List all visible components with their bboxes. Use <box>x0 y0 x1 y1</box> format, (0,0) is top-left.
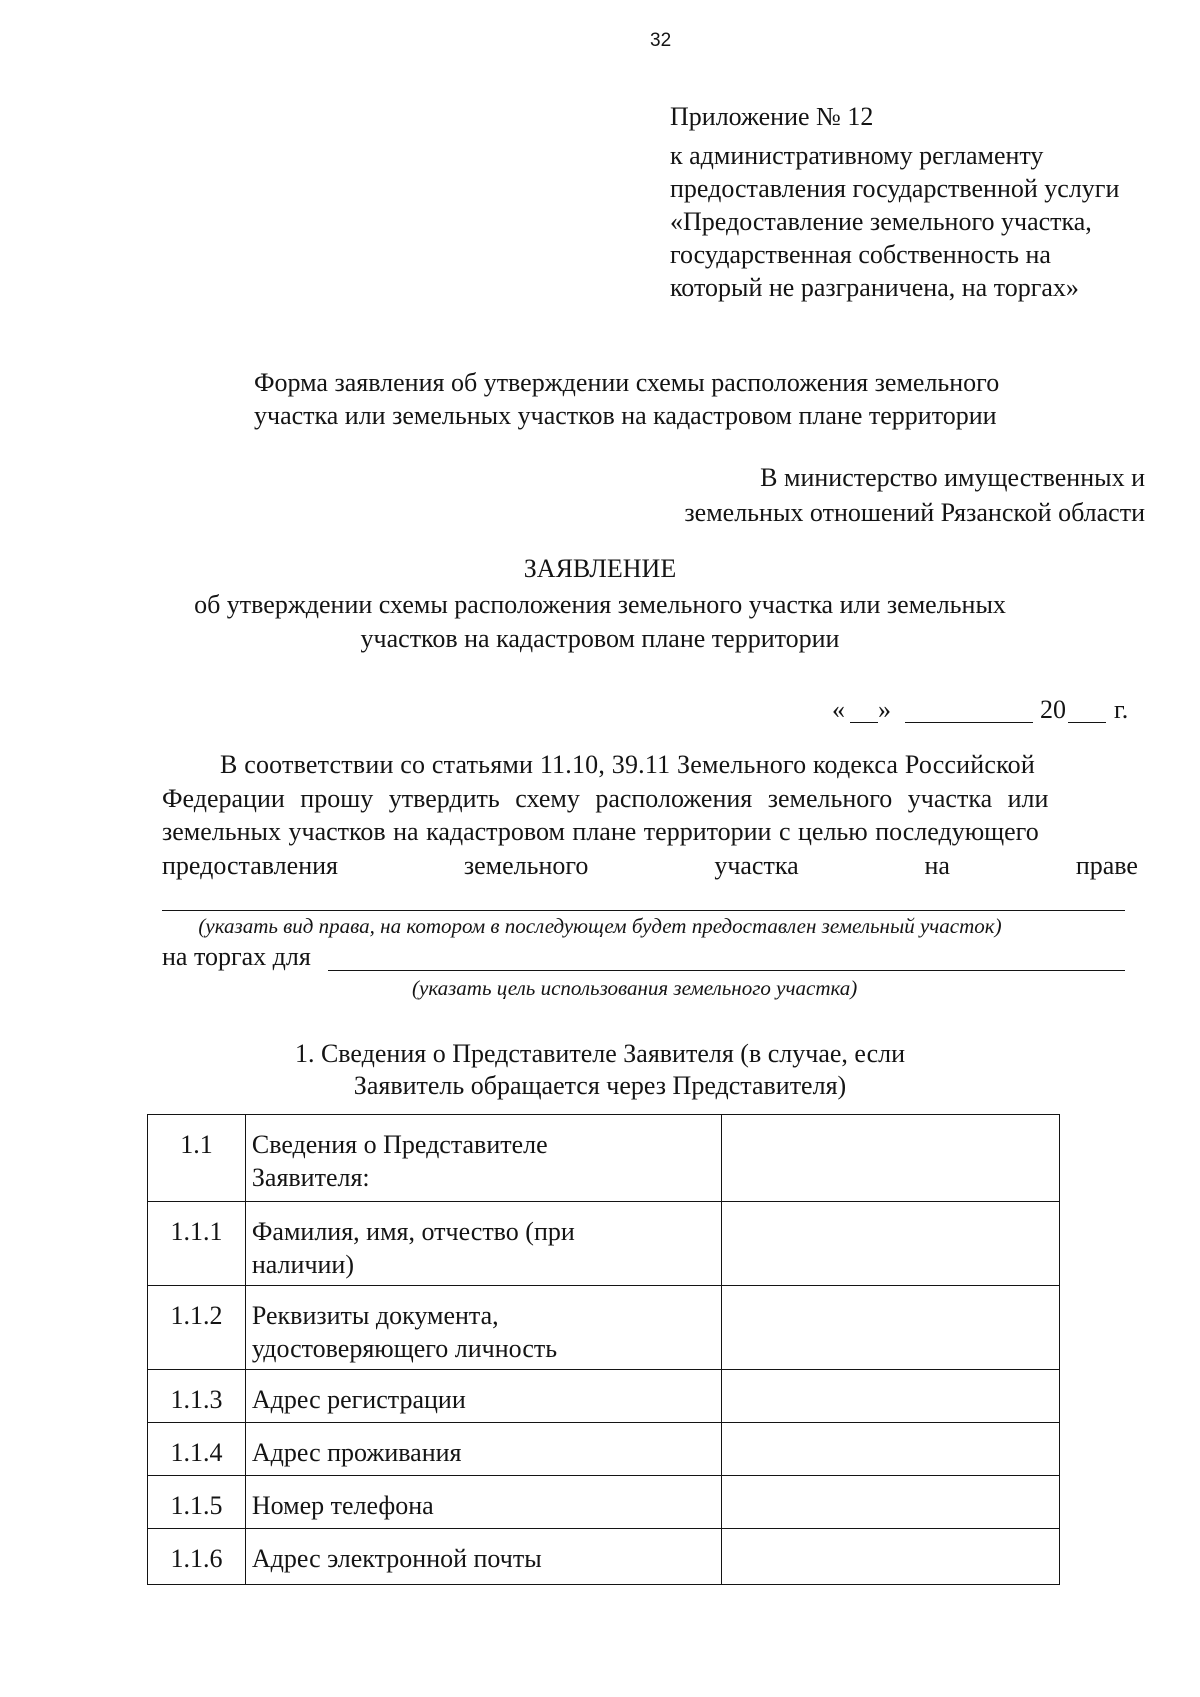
row-label-line: Номер телефона <box>251 1491 434 1520</box>
row-label <box>245 1423 721 1476</box>
addressee-line: В министерство имущественных и <box>760 463 1145 492</box>
row-label <box>245 1202 721 1286</box>
body-line <box>162 786 1138 812</box>
appendix-line: к административному регламенту <box>670 141 1044 170</box>
row-label-line: Фамилия, имя, отчество (при <box>251 1217 575 1246</box>
date-close-quote: » <box>878 695 891 724</box>
row-label-line: Реквизиты документа, <box>251 1301 499 1330</box>
row-value-field[interactable] <box>722 1115 1060 1202</box>
appendix-line: который не разграничена, на торгах» <box>670 273 1079 302</box>
body-line-justified <box>162 853 1138 879</box>
body-line-text: земельных участков на кадастровом плане территории с целью последующего <box>162 817 1039 846</box>
row-number: 1.1.4 <box>148 1423 246 1476</box>
row-value-field[interactable] <box>722 1202 1060 1286</box>
row-value-field[interactable] <box>722 1423 1060 1476</box>
row-number: 1.1.5 <box>148 1476 246 1529</box>
statement-subtitle-line: участков на кадастровом плане территории <box>360 624 840 653</box>
row-value-field[interactable] <box>722 1286 1060 1370</box>
statement-title: ЗАЯВЛЕНИЕ <box>523 554 677 583</box>
month-blank[interactable] <box>905 722 1033 723</box>
table-row <box>148 1423 1060 1476</box>
row-label <box>245 1370 721 1423</box>
row-label <box>245 1115 721 1202</box>
table-row <box>148 1202 1060 1286</box>
section-title-line: 1. Сведения о Представителе Заявителя (в случае, если <box>294 1039 906 1068</box>
appendix-line: «Предоставление земельного участка, <box>670 207 1092 236</box>
row-label-line: Адрес проживания <box>251 1438 462 1467</box>
row-number: 1.1.2 <box>148 1286 246 1370</box>
body-line <box>162 819 1138 845</box>
purpose-hint: (указать цель использования земельного участка) <box>412 976 858 1000</box>
addressee-line: земельных отношений Рязанской области <box>684 498 1145 527</box>
right-type-hint: (указать вид права, на котором в последующем будет предоставлен земельный участок) <box>198 914 1002 938</box>
row-label-line: Адрес электронной почты <box>251 1544 542 1573</box>
table-row <box>148 1476 1060 1529</box>
table-row <box>148 1286 1060 1370</box>
body-word: участка <box>714 851 799 880</box>
row-number: 1.1.1 <box>148 1202 246 1286</box>
body-word: земельного <box>463 851 589 880</box>
statement-subtitle-line: об утверждении схемы расположения земельного участка или земельных <box>194 590 1006 619</box>
row-label-line: наличии) <box>251 1249 355 1279</box>
body-line-text: Федерации прошу утвердить схему расположения земельного участка или <box>162 784 1049 813</box>
row-label-line: удостоверяющего личность <box>251 1333 558 1363</box>
body-word: праве <box>1075 851 1138 880</box>
section-title-line: Заявитель обращается через Представителя) <box>353 1071 847 1100</box>
body-line-text: В соответствии со статьями 11.10, 39.11 Земельного кодекса Российской <box>220 750 1035 779</box>
row-number: 1.1.3 <box>148 1370 246 1423</box>
row-label <box>245 1476 721 1529</box>
day-blank[interactable] <box>850 722 878 723</box>
representative-table <box>147 1114 1060 1585</box>
row-label-line: Адрес регистрации <box>251 1385 466 1414</box>
row-value-field[interactable] <box>722 1476 1060 1529</box>
page-number: 32 <box>650 30 672 51</box>
body-line <box>220 752 1138 778</box>
form-title-line: участка или земельных участков на кадастровом плане территории <box>254 401 997 430</box>
table-row <box>148 1115 1060 1202</box>
row-number: 1.1 <box>148 1115 246 1202</box>
appendix-line: Приложение № 12 <box>670 102 874 131</box>
year-suffix: г. <box>1114 695 1129 724</box>
date-open-quote: « <box>832 695 845 724</box>
year-blank[interactable] <box>1068 722 1106 723</box>
purpose-blank[interactable] <box>328 970 1125 971</box>
row-number: 1.1.6 <box>148 1529 246 1585</box>
row-label <box>245 1286 721 1370</box>
appendix-line: предоставления государственной услуги <box>670 174 1120 203</box>
row-label-line: Сведения о Представителе <box>251 1130 548 1159</box>
row-value-field[interactable] <box>722 1370 1060 1423</box>
table-row <box>148 1529 1060 1585</box>
appendix-line: государственная собственность на <box>670 240 1051 269</box>
row-label-line: Заявителя: <box>251 1162 370 1192</box>
table-row <box>148 1370 1060 1423</box>
right-type-blank[interactable] <box>162 910 1125 911</box>
year-prefix: 20 <box>1040 695 1066 724</box>
body-word: предоставления <box>162 851 338 880</box>
form-title-line: Форма заявления об утверждении схемы расположения земельного <box>254 368 1000 397</box>
body-word: на <box>924 851 950 880</box>
auction-for-label: на торгах для <box>162 942 311 971</box>
row-value-field[interactable] <box>722 1529 1060 1585</box>
row-label <box>245 1529 721 1585</box>
